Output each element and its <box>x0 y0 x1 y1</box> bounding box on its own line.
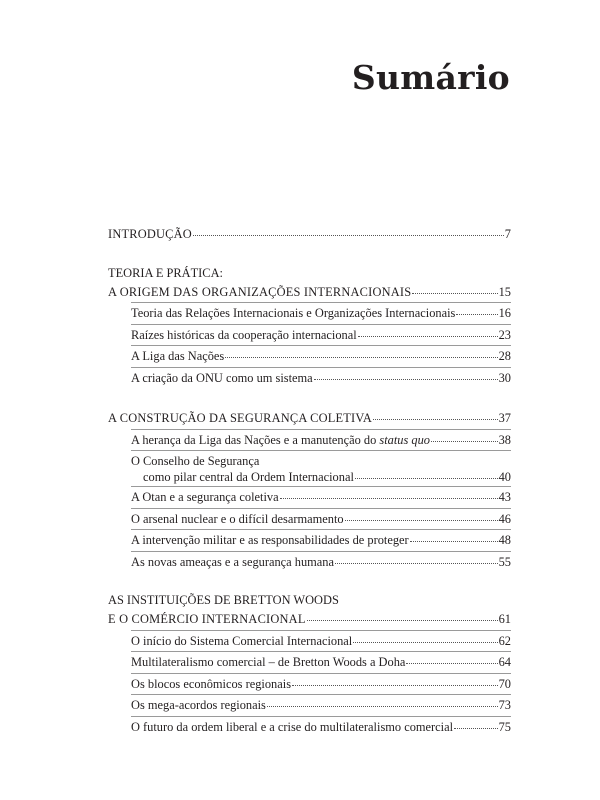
toc-page-number: 70 <box>498 676 511 691</box>
toc-page-number: 16 <box>498 306 511 320</box>
toc-entry[interactable] <box>131 303 511 324</box>
toc-page-number: 62 <box>498 633 511 648</box>
toc-entry[interactable] <box>131 346 511 367</box>
toc-page-number: 46 <box>498 511 511 526</box>
toc-page-number: 43 <box>498 490 511 504</box>
toc-entry[interactable] <box>131 368 511 389</box>
dot-leader <box>406 663 497 664</box>
toc-entry-label-italic: status quo <box>379 432 430 447</box>
toc-page-number: 73 <box>498 698 511 712</box>
toc-entry[interactable] <box>131 325 511 346</box>
dot-leader <box>456 314 497 315</box>
section-heading-label: A CONSTRUÇÃO DA SEGURANÇA COLETIVA <box>108 411 373 425</box>
toc-entry[interactable] <box>131 530 511 551</box>
dot-leader <box>355 478 498 479</box>
dot-leader <box>412 293 497 294</box>
dot-leader <box>307 620 498 621</box>
toc-section-bretton-woods <box>108 592 511 737</box>
dot-leader <box>267 706 498 707</box>
toc-entry[interactable] <box>131 652 511 673</box>
toc-page-number: 55 <box>498 554 511 569</box>
toc-entry-label: O arsenal nuclear e o difícil desarmamento <box>131 511 344 526</box>
toc-entry-label <box>131 430 430 451</box>
toc-entry[interactable] <box>131 717 511 738</box>
toc-entry-label: A intervenção militar e as responsabilidades de proteger <box>131 533 409 547</box>
toc-page-number: 61 <box>498 612 511 626</box>
toc-entry-introducao[interactable] <box>108 224 511 245</box>
toc-entry[interactable] <box>131 430 511 451</box>
toc-intro <box>108 224 511 245</box>
dot-leader <box>431 441 498 442</box>
page-title: Sumário <box>351 58 510 97</box>
toc-entry-label-text: A herança da Liga das Nações e a manutenção do <box>131 432 380 447</box>
dot-leader <box>292 685 498 686</box>
toc-page-number: 48 <box>498 533 511 547</box>
dot-leader <box>345 520 498 521</box>
toc-page-number: 37 <box>498 411 511 425</box>
toc-page-number: 15 <box>498 284 511 299</box>
toc-entry-label: como pilar central da Ordem Internacional <box>143 470 354 484</box>
toc-section-seguranca <box>108 408 511 572</box>
toc-entry-label: INTRODUÇÃO <box>108 227 192 241</box>
dot-leader <box>335 563 498 564</box>
dot-leader <box>225 357 497 358</box>
dot-leader <box>454 728 498 729</box>
dot-leader <box>353 642 497 643</box>
toc-page-number: 7 <box>504 227 511 241</box>
toc-entry-label: As novas ameaças e a segurança humana <box>131 554 334 569</box>
toc-page-number: 64 <box>498 655 511 669</box>
toc-entry[interactable] <box>131 695 511 716</box>
toc-page-number: 23 <box>498 327 511 342</box>
dot-leader <box>373 419 498 420</box>
toc-entry-label: Teoria das Relações Internacionais e Organizações Internacionais <box>131 306 456 320</box>
toc-entry[interactable] <box>131 631 511 652</box>
toc-entry-twoline[interactable] <box>131 451 511 486</box>
toc-entry-label: A Liga das Nações <box>131 349 225 363</box>
section-heading-label: E O COMÉRCIO INTERNACIONAL <box>108 612 306 626</box>
toc-entry-label: Multilateralismo comercial – de Bretton Woods a Doha <box>131 655 406 669</box>
section-heading-line: TEORIA E PRÁTICA: <box>108 265 223 280</box>
toc-page-number: 75 <box>498 719 511 734</box>
toc-section-teoria <box>108 265 511 389</box>
toc-entry-label: O início do Sistema Comercial Internacional <box>131 633 353 648</box>
section-heading-label: A ORIGEM DAS ORGANIZAÇÕES INTERNACIONAIS <box>108 284 412 299</box>
toc-entry-label: Os blocos econômicos regionais <box>131 676 292 691</box>
toc-entry-label: A Otan e a segurança coletiva <box>131 490 279 504</box>
toc-entry[interactable] <box>131 487 511 508</box>
toc-page-number: 40 <box>498 470 511 484</box>
toc-section-entry[interactable] <box>108 282 511 303</box>
toc-section-entry[interactable] <box>108 609 511 630</box>
toc-page-number: 28 <box>498 349 511 363</box>
toc-entry[interactable] <box>131 674 511 695</box>
toc-entry-label: Raízes históricas da cooperação internacional <box>131 327 357 342</box>
dot-leader <box>280 498 498 499</box>
dot-leader <box>410 541 498 542</box>
toc-entry-label: O Conselho de Segurança <box>131 454 260 468</box>
toc-entry-label: O futuro da ordem liberal e a crise do multilateralismo comercial <box>131 719 454 734</box>
dot-leader <box>193 235 504 236</box>
toc-page-number: 38 <box>498 432 511 447</box>
toc-entry-label: Os mega-acordos regionais <box>131 698 266 712</box>
toc-entry[interactable] <box>131 509 511 530</box>
toc-entry-continuation <box>143 469 511 486</box>
toc-entry[interactable] <box>131 552 511 573</box>
dot-leader <box>314 379 498 380</box>
toc-section-entry[interactable] <box>108 408 511 429</box>
section-heading-line: AS INSTITUIÇÕES DE BRETTON WOODS <box>108 593 339 607</box>
table-of-contents <box>108 224 511 757</box>
toc-entry-label: A criação da ONU como um sistema <box>131 370 313 385</box>
toc-page-number: 30 <box>498 370 511 385</box>
dot-leader <box>358 336 498 337</box>
